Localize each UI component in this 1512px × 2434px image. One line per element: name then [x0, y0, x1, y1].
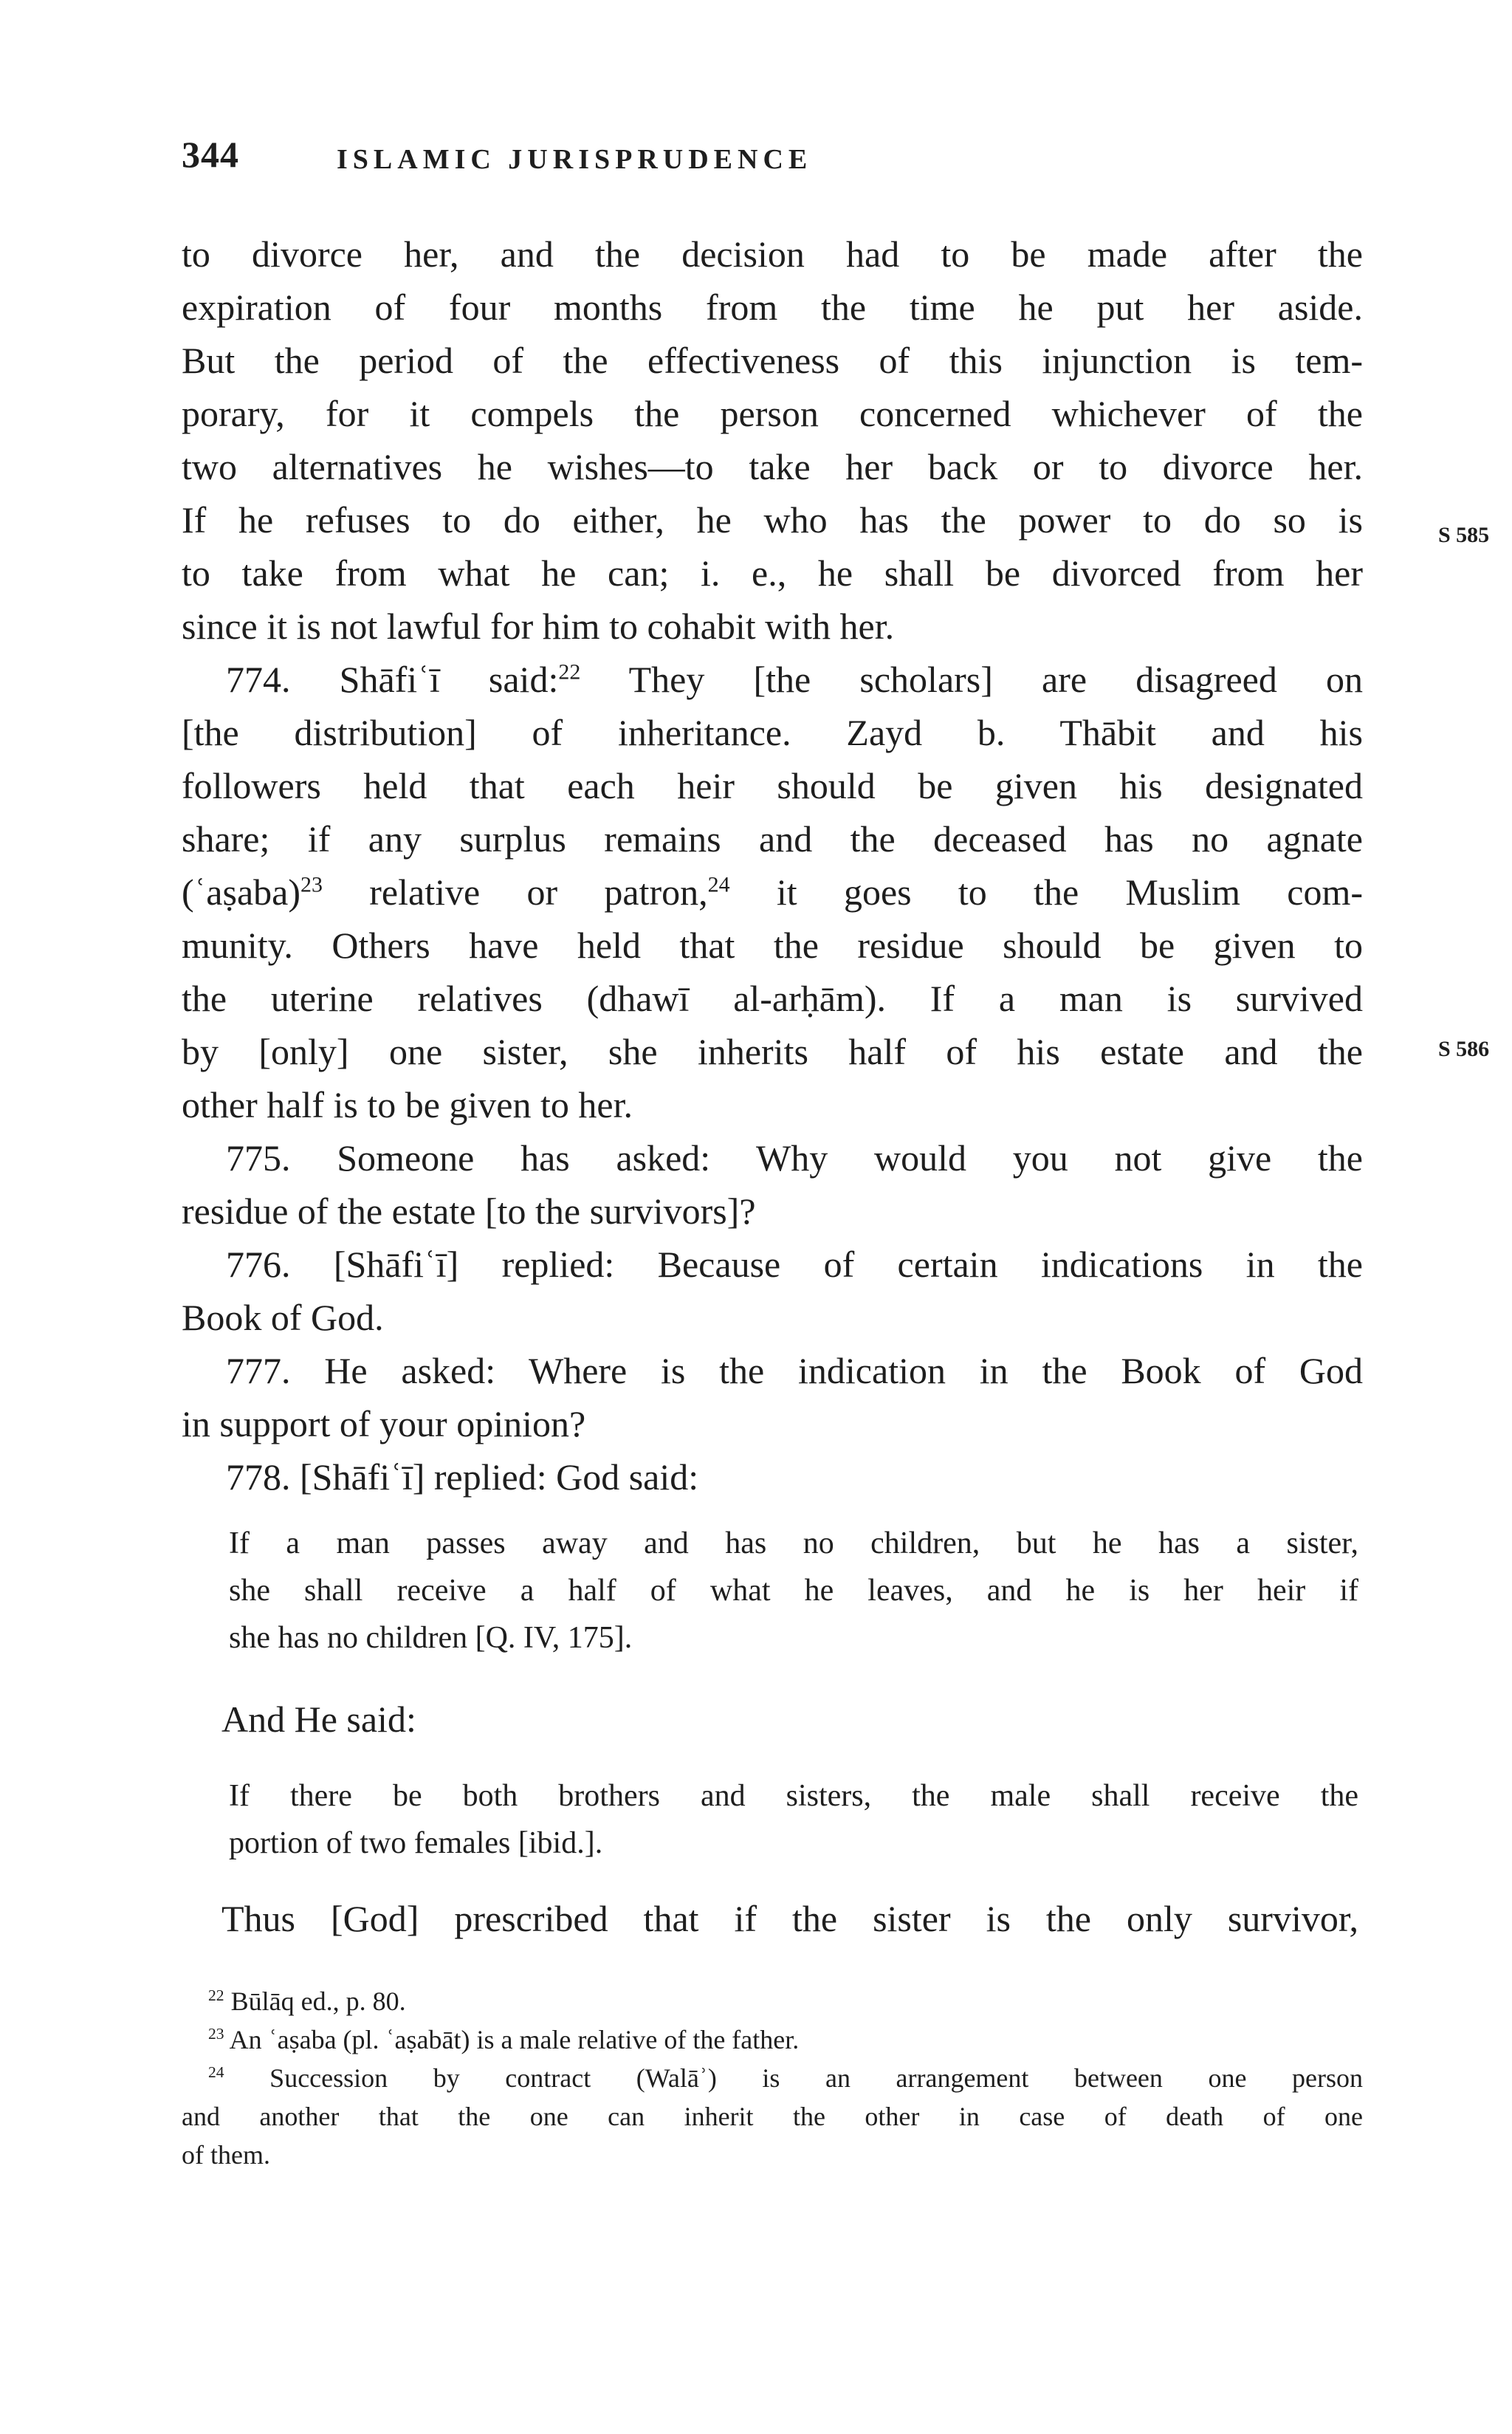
body-line: porary, for it compels the person concerned whichever of the [182, 393, 1363, 434]
quote-line: If there be both brothers and sisters, the male shall receive the [229, 1779, 1358, 1813]
body-line-rest: it goes to the Muslim com- [776, 871, 1364, 913]
margin-ref-s585: S 585 [1438, 523, 1490, 547]
paragraph-777: 777. He asked: Where is the indication in the Book of God [226, 1350, 1363, 1391]
body-line: to take from what he can; i. e., he shall be divorced from her [182, 552, 1363, 594]
running-head: ISLAMIC JURISPRUDENCE [337, 144, 813, 175]
body-line-start: (ʿaṣaba) [182, 871, 300, 913]
paragraph-778: 778. [Shāfiʿī] replied: God said: [226, 1456, 699, 1498]
quote-line: portion of two females [ibid.]. [229, 1826, 603, 1860]
paragraph-775: 775. Someone has asked: Why would you not give the [226, 1137, 1363, 1179]
body-line-with-notes [182, 865, 1363, 919]
body-line: in support of your opinion? [182, 1403, 586, 1444]
footnote-24 [182, 2059, 1363, 2097]
body-line: munity. Others have held that the residue should be given to [182, 925, 1363, 966]
footnote-22 [182, 1982, 1363, 2020]
body-line: two alternatives he wishes—to take her back or to divorce her. [182, 446, 1363, 487]
body-line: residue of the estate [to the survivors]? [182, 1190, 756, 1232]
and-he-said: And He said: [221, 1698, 416, 1740]
body-line: Book of God. [182, 1297, 384, 1338]
paragraph-776: 776. [Shāfiʿī] replied: Because of certain indications in the [226, 1244, 1363, 1285]
closing-line: Thus [God] prescribed that if the sister is the only survivor, [221, 1898, 1358, 1939]
body-line: by [only] one sister, she inherits half of his estate and the [182, 1031, 1363, 1072]
body-line: since it is not lawful for him to cohabit with her. [182, 606, 895, 647]
page-number: 344 [182, 134, 239, 175]
footnote-text: Būlāq ed., p. 80. [230, 1986, 406, 2016]
footnote-continuation: and another that the one can inherit the other in case of death of one [182, 2102, 1363, 2131]
body-line: other half is to be given to her. [182, 1084, 633, 1125]
footnote-text: An ʿaṣaba (pl. ʿaṣabāt) is a male relative of the father. [229, 2025, 800, 2054]
body-line-start: 774. Shāfiʿī said: [226, 659, 559, 700]
body-line: share; if any surplus remains and the deceased has no agnate [182, 818, 1363, 860]
body-line: followers held that each heir should be given his designated [182, 765, 1363, 806]
paragraph-774-first-line [182, 653, 1363, 706]
footnote-marker: 23 [208, 2025, 224, 2043]
footnote-ref-23: 23 [300, 872, 323, 897]
body-line-rest: They [the scholars] are disagreed on [628, 659, 1363, 700]
body-line: If he refuses to do either, he who has the power to do so is [182, 499, 1363, 541]
page-header [182, 133, 1363, 192]
footnote-ref-22: 22 [558, 659, 581, 685]
footnote-marker: 24 [208, 2063, 224, 2081]
footnote-ref-24: 24 [707, 872, 730, 897]
footnote-text: Succession by contract (Walāʾ) is an arrangement between one person [269, 2063, 1364, 2093]
body-line-mid: relative or patron, [369, 871, 708, 913]
body-line: [the distribution] of inheritance. Zayd b. Thābit and his [182, 712, 1363, 753]
footnote-23 [182, 2020, 1363, 2059]
quote-line: she shall receive a half of what he leaves, and he is her heir if [229, 1574, 1358, 1608]
body-line: to divorce her, and the decision had to be made after the [182, 233, 1363, 275]
body-line: the uterine relatives (dhawī al-arḥām). If a man is survived [182, 978, 1363, 1019]
body-line: expiration of four months from the time he put her aside. [182, 287, 1363, 328]
footnote-marker: 22 [208, 1986, 224, 2004]
body-line: But the period of the effectiveness of this injunction is tem- [182, 340, 1363, 381]
quote-line: she has no children [Q. IV, 175]. [229, 1621, 633, 1655]
margin-ref-s586: S 586 [1438, 1037, 1490, 1061]
quote-line: If a man passes away and has no children, but he has a sister, [229, 1526, 1358, 1560]
footnote-continuation: of them. [182, 2140, 270, 2170]
